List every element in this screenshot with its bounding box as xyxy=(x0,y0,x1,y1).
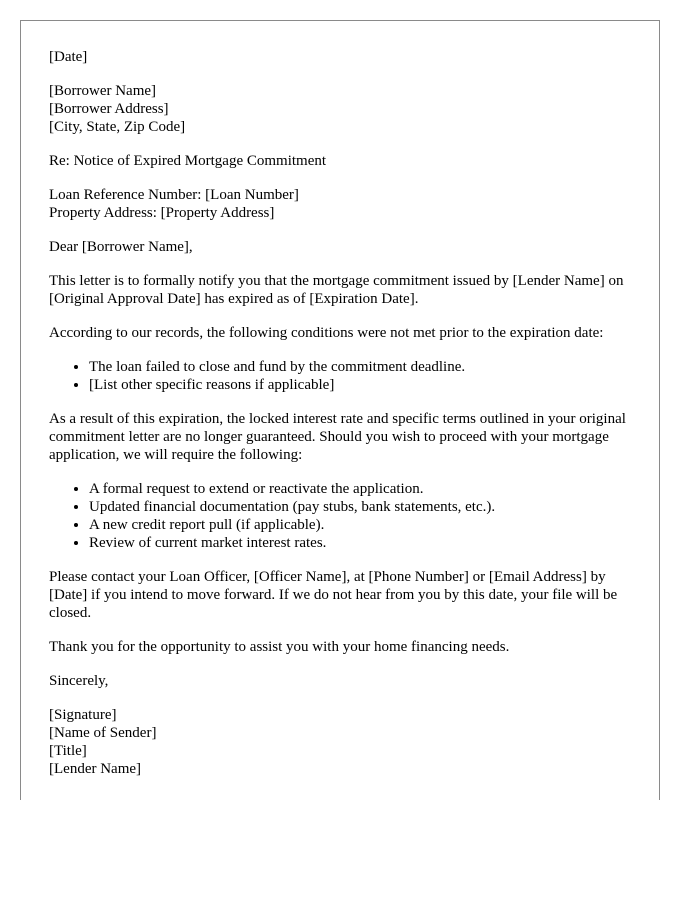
paragraph-contact: Please contact your Loan Officer, [Officer Name], at [Phone Number] or [Email Address] by [Date] if you intend to move forward. If we do not hear from you by this date, your file will be closed. xyxy=(49,569,618,621)
list-item: • A formal request to extend or reactivate the application. xyxy=(89,480,631,498)
list-item: • Review of current market interest rates. xyxy=(89,534,631,552)
letter-page xyxy=(20,20,660,800)
paragraph-notice: This letter is to formally notify you that the mortgage commitment issued by [Lender Name] on [Original Approval Date] has expired as of [Expiration Date]. xyxy=(49,273,624,307)
recipient-address: [Borrower Address] xyxy=(49,101,169,117)
closing: Sincerely, xyxy=(49,673,109,689)
list-item: • Updated financial documentation (pay stubs, bank statements, etc.). xyxy=(89,498,631,516)
recipient-block xyxy=(49,82,631,136)
paragraph-result: As a result of this expiration, the locked interest rate and specific terms outlined in your original commitment letter are no longer guaranteed. Should you wish to proceed with your mortgage application, we will require the following: xyxy=(49,411,626,463)
subject-line: Re: Notice of Expired Mortgage Commitment xyxy=(49,153,327,169)
signature-placeholder: [Signature] xyxy=(49,707,117,723)
signature-block xyxy=(49,706,631,778)
sender-title: [Title] xyxy=(49,743,87,759)
sender-name: [Name of Sender] xyxy=(49,725,157,741)
lender-name: [Lender Name] xyxy=(49,761,142,777)
recipient-name: [Borrower Name] xyxy=(49,83,157,99)
list-item: • A new credit report pull (if applicable). xyxy=(89,516,631,534)
property-address: Property Address: [Property Address] xyxy=(49,205,275,221)
requirements-list xyxy=(49,480,631,552)
reference-block xyxy=(49,186,631,222)
salutation: Dear [Borrower Name], xyxy=(49,239,193,255)
list-item: • [List other specific reasons if applicable] xyxy=(89,376,631,394)
letter-date: [Date] xyxy=(49,49,88,65)
recipient-city-state-zip: [City, State, Zip Code] xyxy=(49,119,186,135)
list-item: • The loan failed to close and fund by the commitment deadline. xyxy=(89,358,631,376)
paragraph-thanks: Thank you for the opportunity to assist you with your home financing needs. xyxy=(49,639,510,655)
reasons-list xyxy=(49,358,631,394)
paragraph-conditions: According to our records, the following conditions were not met prior to the expiration date: xyxy=(49,325,604,341)
loan-reference: Loan Reference Number: [Loan Number] xyxy=(49,187,299,203)
